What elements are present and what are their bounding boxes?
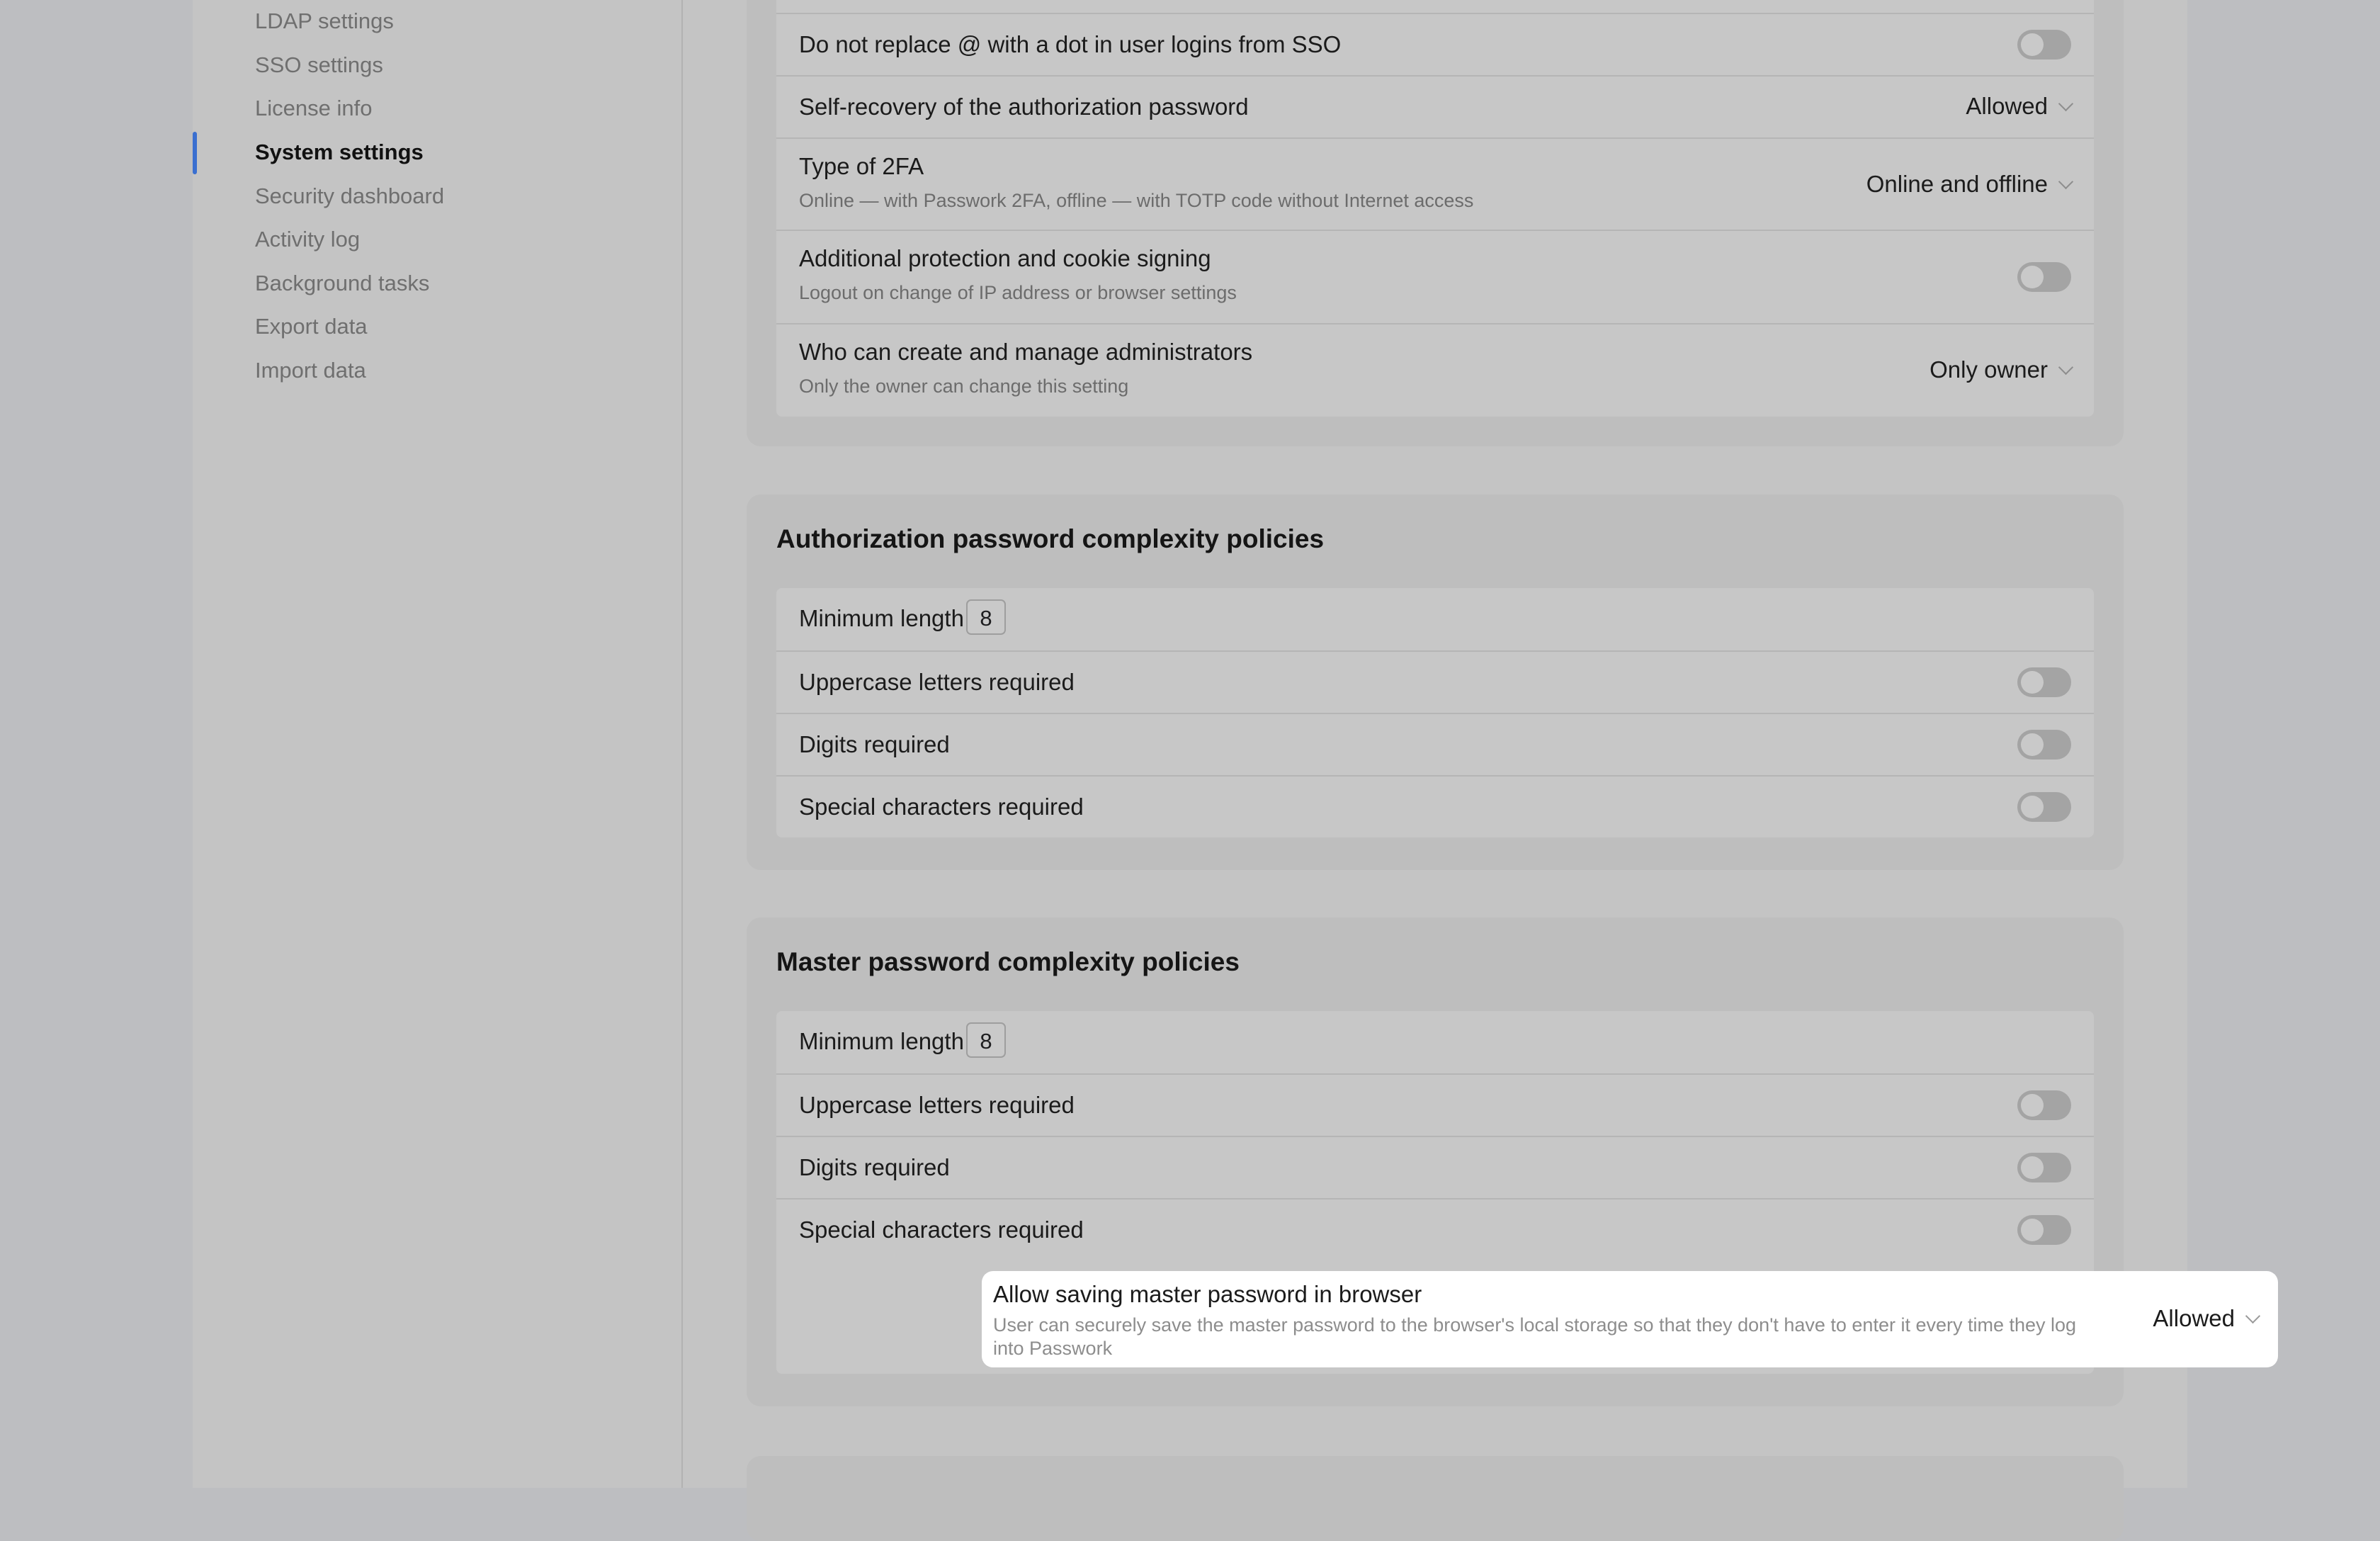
sidebar-item-export-data[interactable]: Export data — [255, 314, 368, 339]
auth-policies-title: Authorization password complexity policies — [776, 524, 1325, 553]
setting-label: Minimum length — [799, 605, 964, 631]
setting-row-cookie-signing — [776, 230, 2094, 324]
setting-label: Uppercase letters required — [799, 669, 1075, 695]
sidebar-item-security-dashboard[interactable]: Security dashboard — [255, 184, 445, 208]
save-master-password-select[interactable] — [2153, 1305, 2258, 1332]
sidebar-item-sso-settings[interactable]: SSO settings — [255, 52, 383, 77]
setting-row-self-recovery — [776, 75, 2094, 139]
setting-description: Only the owner can change this setting — [799, 376, 1129, 397]
save-master-password-label: Allow saving master password in browser — [993, 1281, 1422, 1307]
master-digits-toggle[interactable] — [2017, 1153, 2071, 1182]
auth-uppercase-toggle[interactable] — [2017, 667, 2071, 697]
setting-row-2fa-type — [776, 137, 2094, 231]
auth-min-length-input[interactable]: 8 — [966, 599, 1006, 635]
sidebar-item-ldap-settings[interactable]: LDAP settings — [255, 9, 394, 33]
sidebar-item-import-data[interactable]: Import data — [255, 358, 366, 383]
app-frame — [193, 0, 2235, 1488]
2fa-type-select[interactable] — [1866, 170, 2071, 198]
sidebar-item-activity-log[interactable]: Activity log — [255, 227, 361, 252]
master-uppercase-toggle[interactable] — [2017, 1090, 2071, 1120]
chevron-down-icon — [2058, 174, 2073, 188]
save-master-password-description: User can securely save the master password to the browser's local storage so that they don't have to enter it every time they log into Passwork — [993, 1314, 2077, 1359]
master-special-row — [776, 1198, 2094, 1262]
master-policies-title: Master password complexity policies — [776, 947, 1240, 976]
auth-policies-panel — [776, 588, 2094, 837]
auth-policies-card — [747, 495, 2124, 870]
setting-label: Additional protection and cookie signing — [799, 245, 1211, 271]
select-value: Allowed — [2153, 1305, 2235, 1331]
setting-label: Digits required — [799, 1154, 950, 1180]
master-digits-row — [776, 1136, 2094, 1200]
save-master-password-row — [982, 1271, 2278, 1367]
sidebar-item-background-tasks[interactable]: Background tasks — [255, 271, 430, 295]
master-special-toggle[interactable] — [2017, 1215, 2071, 1245]
auth-special-toggle[interactable] — [2017, 792, 2071, 822]
setting-label: Digits required — [799, 731, 950, 757]
setting-label: Uppercase letters required — [799, 1092, 1075, 1118]
auth-uppercase-row — [776, 650, 2094, 714]
setting-description: Online — with Passwork 2FA, offline — with TOTP code without Internet access — [799, 190, 1474, 211]
auth-min-length-row — [776, 588, 2094, 650]
sidebar-item-system-settings[interactable]: System settings — [255, 140, 424, 164]
setting-description: Logout on change of IP address or browser settings — [799, 282, 1237, 303]
next-settings-card — [747, 1456, 2124, 1541]
cookie-signing-toggle[interactable] — [2017, 262, 2071, 292]
auth-digits-row — [776, 713, 2094, 777]
sso-dot-replace-toggle[interactable] — [2017, 30, 2071, 60]
chevron-down-icon — [2245, 1308, 2260, 1323]
system-settings-card — [747, 0, 2124, 446]
setting-label: Who can create and manage administrators — [799, 339, 1253, 365]
self-recovery-select[interactable] — [1966, 92, 2071, 120]
master-min-length-input[interactable]: 8 — [966, 1022, 1006, 1058]
setting-label: Type of 2FA — [799, 153, 924, 179]
main-content — [193, 0, 2187, 1488]
setting-row-sso-dot-replace — [776, 13, 2094, 77]
sidebar-item-license-info[interactable]: License info — [255, 96, 373, 120]
master-uppercase-row — [776, 1073, 2094, 1137]
setting-row-admin-management — [776, 323, 2094, 418]
setting-label: Special characters required — [799, 1217, 1084, 1243]
chevron-down-icon — [2058, 96, 2073, 111]
select-value: Online and offline — [1866, 171, 2048, 197]
setting-label: Special characters required — [799, 794, 1084, 820]
setting-label: Do not replace @ with a dot in user logins from SSO — [799, 31, 1342, 57]
select-value: Only owner — [1930, 356, 2048, 383]
select-value: Allowed — [1966, 93, 2048, 119]
chevron-down-icon — [2058, 359, 2073, 374]
setting-label: Minimum length — [799, 1028, 964, 1054]
admin-management-select[interactable] — [1930, 356, 2071, 384]
system-settings-panel — [776, 0, 2094, 417]
setting-label: Self-recovery of the authorization password — [799, 94, 1249, 120]
master-min-length-row — [776, 1011, 2094, 1073]
auth-digits-toggle[interactable] — [2017, 730, 2071, 760]
auth-special-row — [776, 775, 2094, 839]
